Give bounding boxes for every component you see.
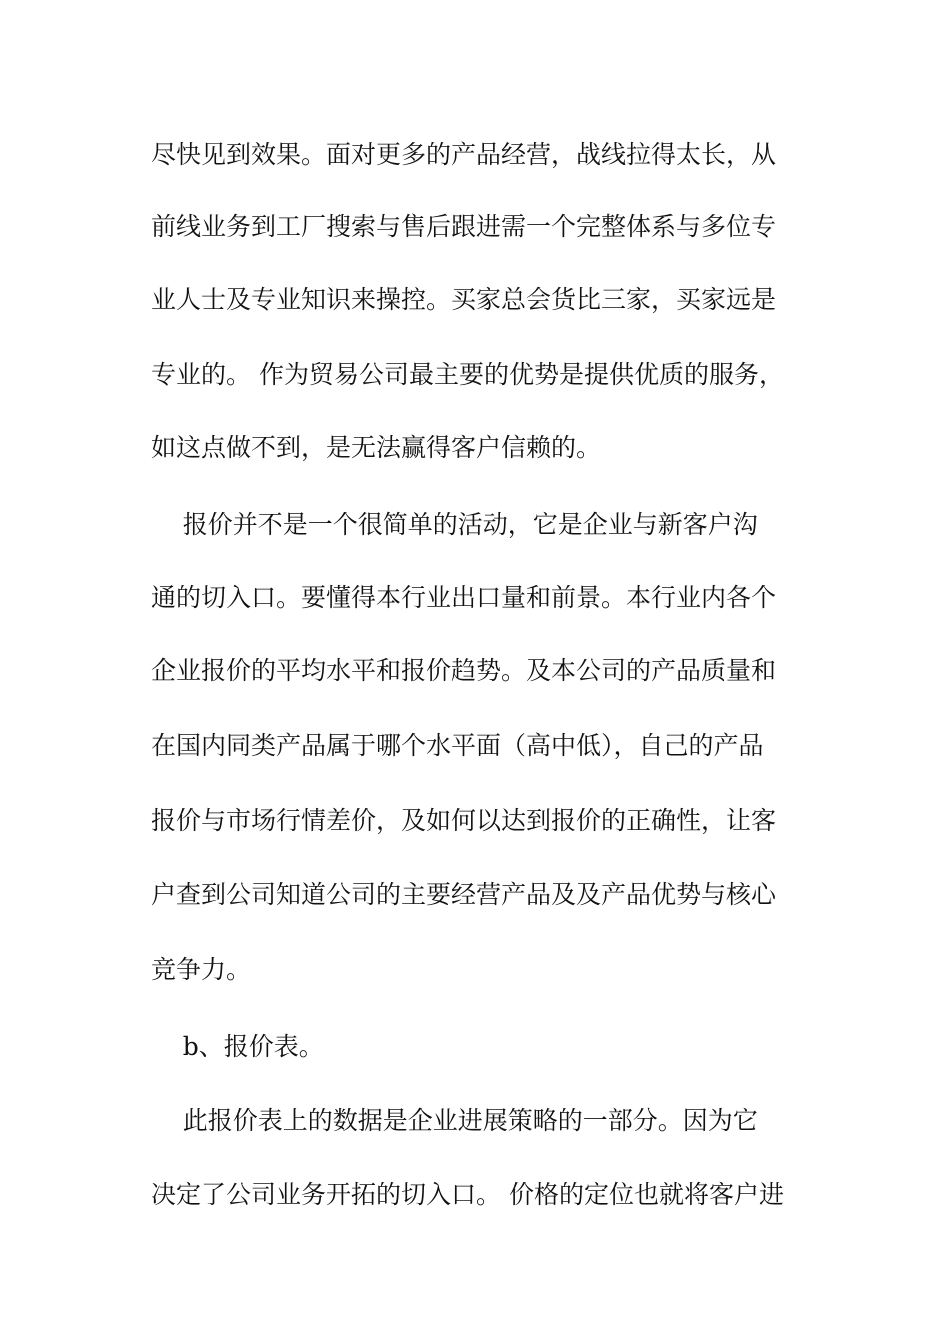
text-line: 报价与市场行情差价，及如何以达到报价的正确性，让客 xyxy=(151,806,777,835)
text-line: 前线业务到工厂搜索与售后跟进需一个完整体系与多位专 xyxy=(151,212,777,241)
text-line: 决定了公司业务开拓的切入口。 价格的定位也就将客户进 xyxy=(151,1180,784,1209)
text-line: 在国内同类产品属于哪个水平面（高中低），自己的产品 xyxy=(151,731,764,760)
text-line: 竞争力。 xyxy=(151,955,252,984)
text-line: 专业的。 作为贸易公司最主要的优势是提供优质的服务， xyxy=(151,360,784,389)
text-line: 业人士及专业知识来操控。买家总会货比三家，买家远是 xyxy=(151,285,777,314)
text-line: 企业报价的平均水平和报价趋势。及本公司的产品质量和 xyxy=(151,656,777,685)
text-line: 通的切入口。要懂得本行业出口量和前景。本行业内各个 xyxy=(151,583,777,612)
text-line: b、报价表。 xyxy=(151,1032,324,1061)
text-line: 户查到公司知道公司的主要经营产品及及产品优势与核心 xyxy=(151,880,777,909)
text-line: 此报价表上的数据是企业进展策略的一部分。因为它 xyxy=(151,1106,758,1135)
text-line: 如这点做不到，是无法赢得客户信赖的。 xyxy=(151,433,602,462)
text-line: 报价并不是一个很简单的活动，它是企业与新客户沟 xyxy=(151,510,758,539)
text-line: 尽快见到效果。面对更多的产品经营，战线拉得太长，从 xyxy=(151,140,777,169)
